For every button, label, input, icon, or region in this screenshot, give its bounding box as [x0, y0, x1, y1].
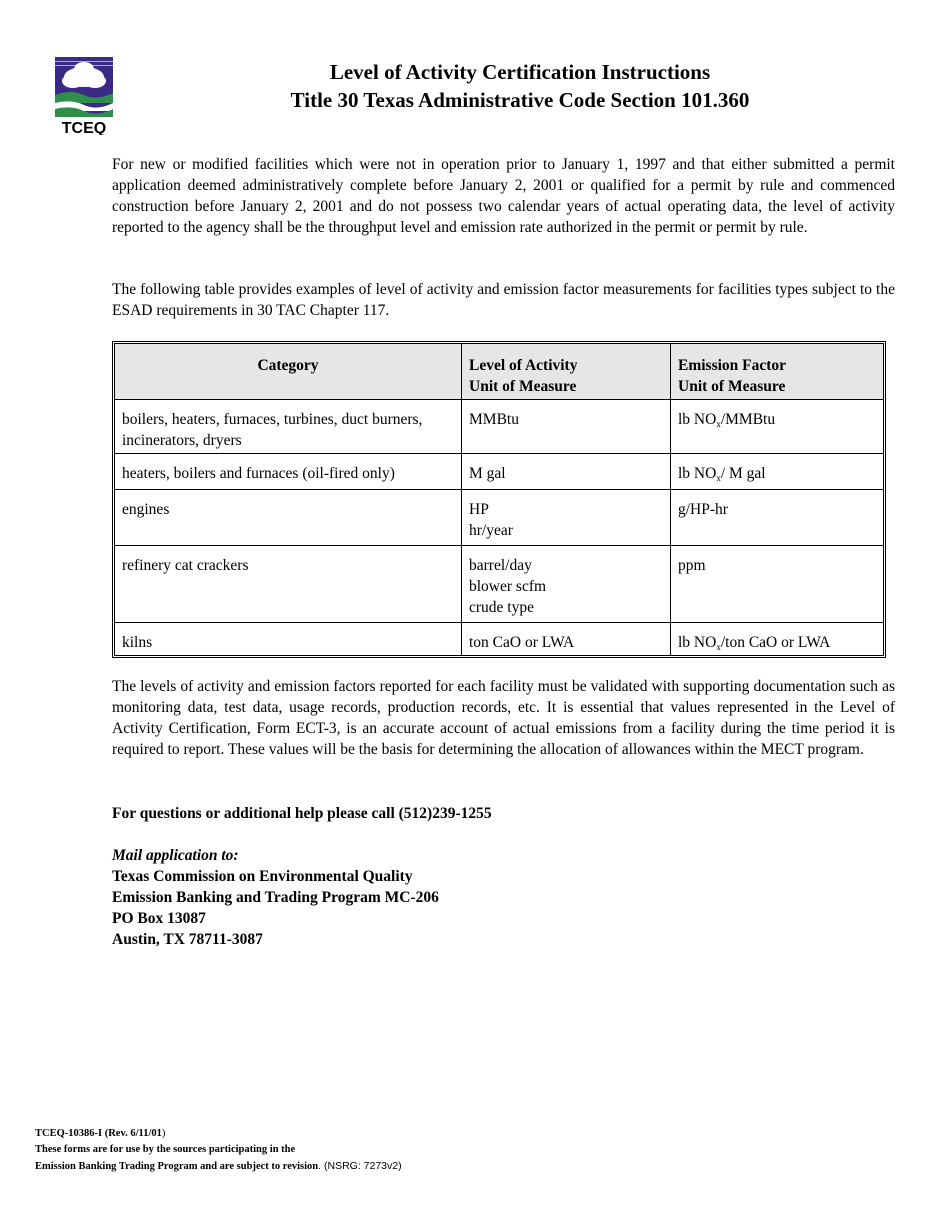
cell-category: kilns [115, 623, 462, 655]
cell-category: heaters, boilers and furnaces (oil-fired only) [115, 454, 462, 490]
help-phone-line: For questions or additional help please call (512)239-1255 [112, 805, 492, 822]
intro-paragraph: For new or modified facilities which were not in operation prior to January 1, 1997 and that either submitted a permit application deemed administratively complete before January 2, 2001 or qualified for a permit by rule and commenced construction before January 2, 2001 and do not possess two calendar years of actual operating data, the level of activity reported to the agency shall be the throughput level and emission rate authorized in the permit or permit by rule. [112, 156, 895, 236]
header-level-of-activity: Level of Activity Unit of Measure [462, 344, 671, 400]
table-intro-paragraph: The following table provides examples of level of activity and emission factor measurements for facilities types subject to the ESAD requirements in 30 TAC Chapter 117. [112, 281, 895, 319]
mail-label: Mail application to: [112, 847, 239, 864]
header-category: Category [115, 344, 462, 400]
tceq-logo [53, 55, 115, 135]
cell-level-of-activity: barrel/day blower scfm crude type [462, 546, 671, 623]
address-line: Austin, TX 78711-3087 [112, 931, 263, 948]
table-row [115, 454, 883, 490]
cell-emission-factor: ppm [671, 546, 883, 623]
cell-category: boilers, heaters, furnaces, turbines, duct burners, incinerators, dryers [115, 400, 462, 454]
form-footer: TCEQ-10386-I (Rev. 6/11/01) These forms are for use by the sources participating in the Emission Banking Trading Program and are subject to revision. (NSRG: 7273v2) [35, 1128, 402, 1172]
emission-table [112, 341, 886, 658]
cell-level-of-activity: ton CaO or LWA [462, 623, 671, 655]
logo-text: TCEQ [61, 120, 107, 135]
header-emission-factor: Emission Factor Unit of Measure [671, 344, 883, 400]
cell-category: refinery cat crackers [115, 546, 462, 623]
form-id: TCEQ-10386-I (Rev. 6/11/01 [35, 1128, 162, 1139]
cell-level-of-activity: MMBtu [462, 400, 671, 454]
cell-level-of-activity: HP hr/year [462, 490, 671, 546]
cell-emission-factor: g/HP-hr [671, 490, 883, 546]
address-line: Emission Banking and Trading Program MC-206 [112, 889, 439, 906]
cell-emission-factor: lb $NO_x$/MMBtu [671, 400, 883, 454]
title-line-2: Title 30 Texas Administrative Code Section 101.360 [290, 88, 750, 112]
table-row [115, 546, 883, 623]
cell-level-of-activity: M gal [462, 454, 671, 490]
validation-paragraph: The levels of activity and emission factors reported for each facility must be validated with supporting documentation such as monitoring data, test data, usage records, production records, etc. It is essential that values represented in the Level of Activity Certification, Form ECT-3, is an accurate account of actual emissions from a facility during the time period it is required to report. These values will be the basis for determining the allocation of allowances within the MECT program. [112, 678, 895, 758]
address-line: PO Box 13087 [112, 910, 206, 927]
mailing-address [112, 845, 439, 950]
title-line-1: Level of Activity Certification Instructions [329, 60, 711, 84]
table-row [115, 623, 883, 655]
cell-category: engines [115, 490, 462, 546]
cell-emission-factor: lb $NO_x/$ M gal [671, 454, 883, 490]
footer-nsrg: . (NSRG: 7273v2) [318, 1160, 402, 1172]
footer-line-2: These forms are for use by the sources participating in the [35, 1144, 296, 1155]
page-title [130, 58, 910, 114]
address-line: Texas Commission on Environmental Quality [112, 868, 413, 885]
table-row [115, 490, 883, 546]
footer-line-3: Emission Banking Trading Program and are subject to revision [35, 1161, 319, 1172]
tceq-logo-icon [53, 55, 115, 135]
table-header-row [115, 344, 883, 400]
table-row [115, 400, 883, 454]
cell-emission-factor: lb $NO_x$/ton CaO or LWA [678, 634, 831, 652]
